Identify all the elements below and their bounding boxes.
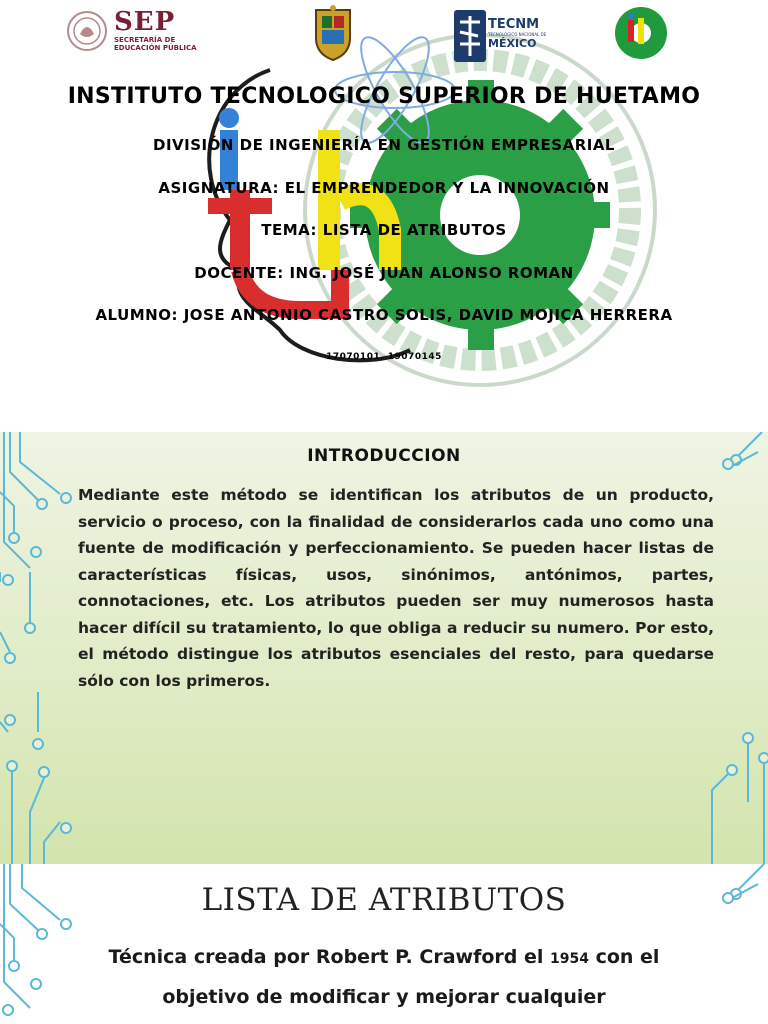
body-year: 1954 [550,951,589,967]
circuit-decoration-right [708,432,768,864]
sep-logo [114,8,197,52]
sep-subtitle-2: EDUCACIÓN PÚBLICA [114,44,197,52]
michoacan-crest-icon [312,4,354,62]
intro-paragraph: Mediante este método se identifican los atributos de un producto, servicio o proceso, con la finalidad de considerarlos cada uno como una fuente de modificación y perfeccionamiento. Se pueden hacer listas de características físicas, usos, sinónimos, antónimos, partes, connotaciones, etc. Los atributos pueden ser muy numerosos hasta hacer difícil su tratamiento, lo que obliga a reducir su numero. Por esto, el método distingue los atributos esenciales del resto, para quedarse sólo con los primeros. [78,486,714,690]
circuit-decoration-left [0,432,80,864]
logos-header [0,0,768,70]
sep-subtitle-1: SECRETARÍA DE [114,36,176,44]
sep-wordmark: SEP [114,7,176,37]
body-part-2: con el objetivo de modificar y mejorar cualquier [162,946,660,1008]
division-line: DIVISIÓN DE INGENIERÍA EN GESTIÓN EMPRESARIAL [153,136,615,154]
teacher-line: DOCENTE: ING. JOSÉ JUAN ALONSO ROMAN [194,264,574,282]
slide-title: LISTA DE ATRIBUTOS [201,882,567,918]
introduction-slide [0,432,768,864]
tecnm-subtitle: TECNOLÓGICO NACIONAL DE [488,32,547,37]
student-ids: 17070101, 19070145 [326,352,442,362]
mexico-seal-icon [66,10,108,52]
letter-i-dot [219,108,239,128]
subject-line: ASIGNATURA: EL EMPRENDEDOR Y LA INNOVACIÓN [158,179,610,197]
ith-small-logo-icon [612,4,670,62]
title-slide [0,0,768,432]
students-line: ALUMNO: JOSE ANTONIO CASTRO SOLIS, DAVID MOJICA HERRERA [95,306,673,324]
slide-body-text [78,938,690,1016]
attribute-list-slide [0,864,768,1024]
tecnm-wordmark: TECNM [488,17,540,32]
institute-title: INSTITUTO TECNOLOGICO SUPERIOR DE HUETAMO [67,84,701,109]
body-part-1: Técnica creada por Robert P. Crawford el [108,946,550,968]
topic-line: TEMA: LISTA DE ATRIBUTOS [261,221,507,239]
intro-heading: INTRODUCCION [307,446,461,466]
tecnm-mexico: MÉXICO [488,37,537,50]
tecnm-logo-text [488,18,546,50]
